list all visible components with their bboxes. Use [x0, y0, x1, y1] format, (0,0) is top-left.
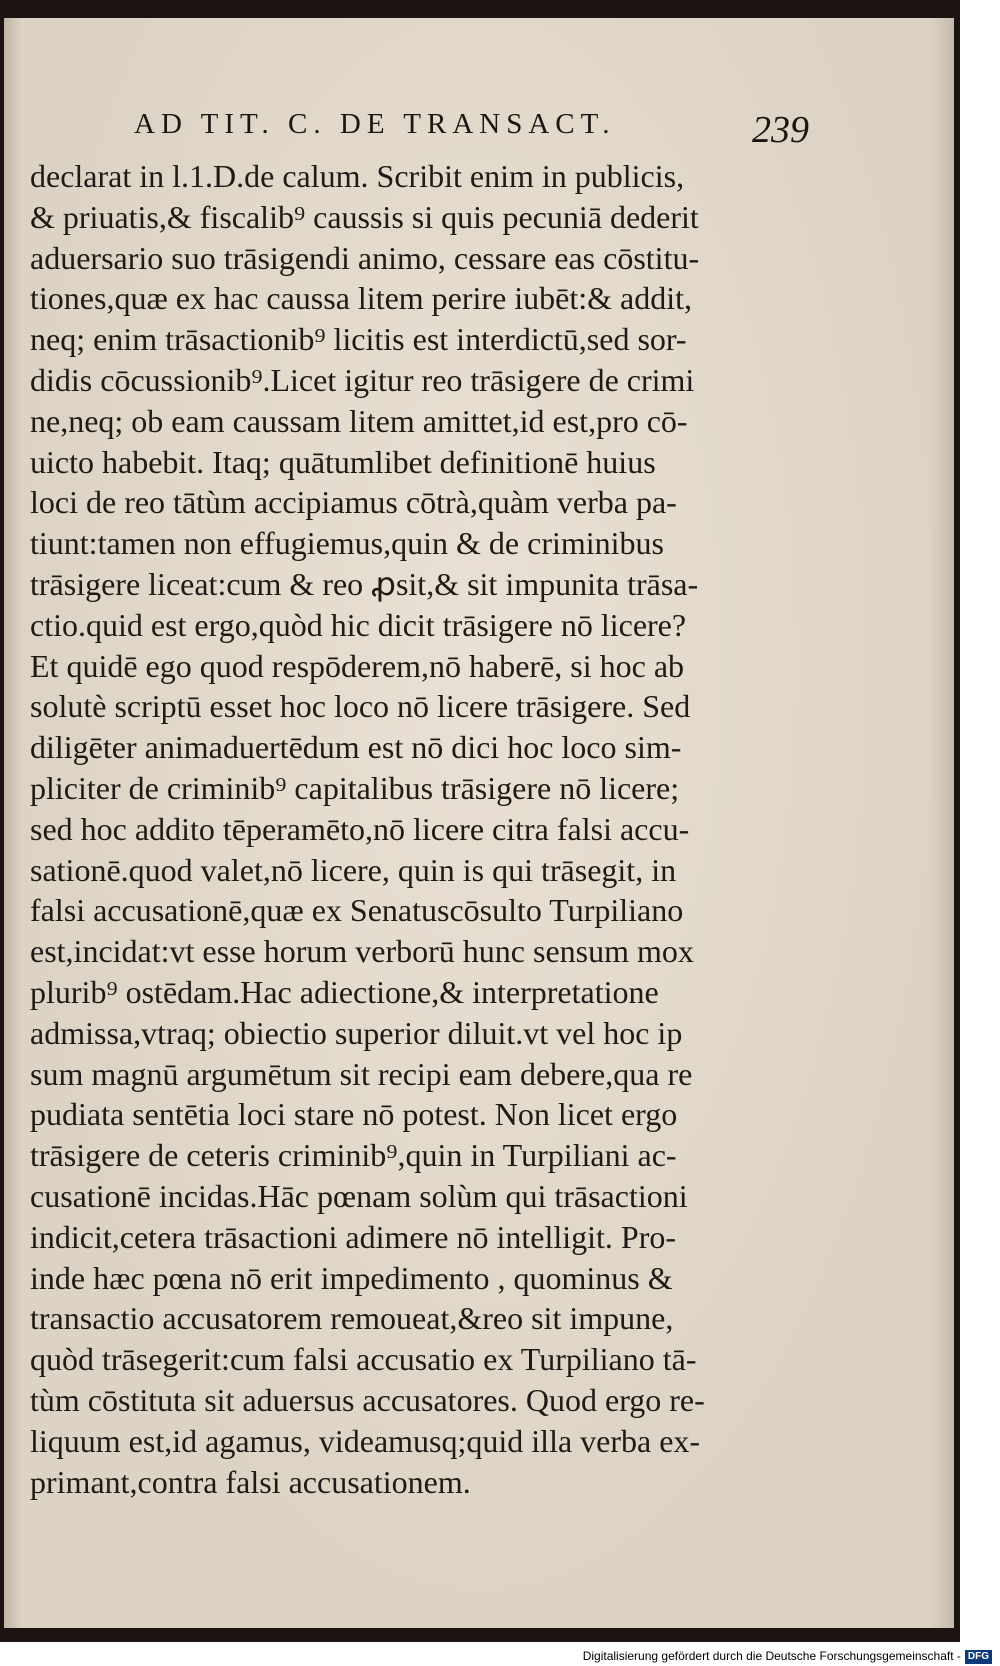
body-text [30, 156, 830, 1502]
text-line: Et quidē ego quod respōderem,nō haberē, si hoc ab [30, 647, 685, 684]
text-line: quòd trāsegerit:cum falsi accusatio ex Turpiliano tā- [30, 1341, 697, 1378]
text-line: neq; enim trāsactionib⁹ licitis est interdictū,sed sor- [30, 321, 687, 358]
text-line: tùm cōstituta sit aduersus accusatores. Quod ergo re- [30, 1381, 705, 1418]
text-line: diligēter animaduertēdum est nō dici hoc loco sim- [30, 729, 682, 766]
text-line: plurib⁹ ostēdam.Hac adiectione,& interpretatione [30, 973, 659, 1010]
text-line: primant,contra falsi accusationem. [30, 1463, 471, 1500]
text-line: aduersario suo trāsigendi animo, cessare eas cōstitu- [30, 239, 700, 276]
text-line: tiunt:tamen non effugiemus,quin & de criminibus [30, 525, 664, 562]
credit-text: Digitalisierung gefördert durch die Deutsche Forschungsgemeinschaft - [582, 1649, 961, 1664]
text-line: declarat in l.1.D.de calum. Scribit enim in publicis, [30, 158, 685, 194]
dfg-logo: DFG [965, 1650, 992, 1664]
text-line: pudiata sentētia loci stare nō potest. Non licet ergo [30, 1096, 678, 1133]
text-line: sationē.quod valet,nō licere, quin is qui trāsegit, in [30, 851, 677, 888]
text-line: cusationē incidas.Hāc pœnam solùm qui trāsactioni [30, 1177, 688, 1214]
text-line: & priuatis,& fiscalib⁹ caussis si quis pecuniā dederit [30, 198, 699, 235]
text-line: admissa,vtraq; obiectio superior diluit.vt vel hoc ip [30, 1014, 683, 1051]
text-line: pliciter de criminib⁹ capitalibus trāsigere nō licere; [30, 769, 680, 806]
text-line: uicto habebit. Itaq; quātumlibet definitionē huius [30, 443, 656, 480]
text-line: sum magnū argumētum sit recipi eam debere,qua re [30, 1055, 693, 1092]
text-line: inde hæc pœna nō erit impedimento , quominus & [30, 1259, 673, 1296]
text-line: ctio.quid est ergo,quòd hic dicit trāsigere nō licere? [30, 606, 687, 643]
text-line: ne,neq; ob eam caussam litem amittet,id est,pro cō- [30, 402, 688, 439]
text-line: indicit,cetera trāsactioni adimere nō intelligit. Pro- [30, 1218, 676, 1255]
running-head: AD TIT. C. DE TRANSACT. [134, 108, 616, 140]
text-line: est,incidat:vt esse horum verborū hunc sensum mox [30, 933, 694, 970]
text-line: falsi accusationē,quæ ex Senatuscōsulto Turpiliano [30, 892, 684, 929]
text-line: solutè scriptū esset hoc loco nō licere trāsigere. Sed [30, 688, 691, 725]
digitization-credit [583, 1649, 992, 1664]
page-number: 239 [752, 109, 809, 151]
text-line: liquum est,id agamus, videamusq;quid illa verba ex- [30, 1422, 701, 1459]
text-line: trāsigere de ceteris criminib⁹,quin in Turpiliani ac- [30, 1137, 677, 1174]
book-page [4, 18, 954, 1628]
text-line: trāsigere liceat:cum & reo ꝓsit,& sit impunita trāsa- [30, 565, 699, 602]
text-line: tiones,quæ ex hac caussa litem perire iubēt:& addit, [30, 280, 693, 317]
text-line: transactio accusatorem remoueat,&reo sit impune, [30, 1300, 674, 1337]
text-line: loci de reo tātùm accipiamus cōtrà,quàm verba pa- [30, 484, 677, 521]
text-line: didis cōcussionib⁹.Licet igitur reo trāsigere de crimi [30, 361, 695, 398]
text-line: sed hoc addito tēperamēto,nō licere citra falsi accu- [30, 810, 690, 847]
